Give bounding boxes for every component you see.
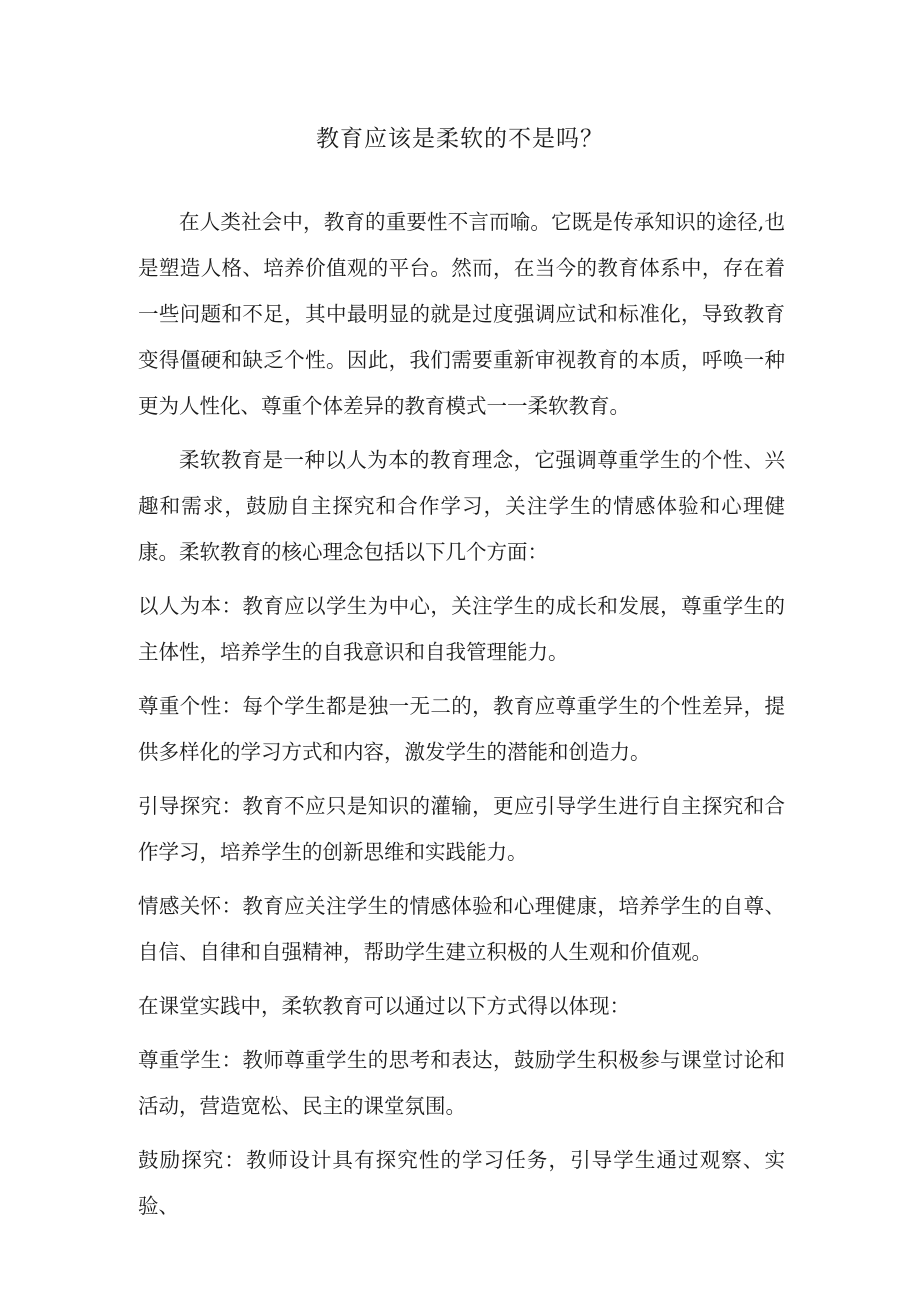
- paragraph-intro: 在人类社会中，教育的重要性不言而喻。它既是传承知识的途径,也是塑造人格、培养价值观的平台。然而，在当今的教育体系中，存在着一些问题和不足，其中最明显的就是过度强调应试和标准化，导致教育变得僵硬和缺乏个性。因此，我们需要重新审视教育的本质，呼唤一种更为人性化、尊重个体差异的教育模式一一柔软教育。: [138, 210, 785, 418]
- paragraph-encourage-inquiry: 鼓励探究：教师设计具有探究性的学习任务，引导学生通过观察、实验、: [138, 1148, 785, 1218]
- paragraph-classroom-practice: 在课堂实践中，柔软教育可以通过以下方式得以体现：: [138, 994, 630, 1018]
- paragraph-respect-students: 尊重学生：教师尊重学生的思考和表达，鼓励学生积极参与课堂讨论和活动，营造宽松、民主的课堂氛围。: [138, 1048, 785, 1118]
- document-body: [138, 199, 785, 1237]
- paragraph-definition: 柔软教育是一种以人为本的教育理念，它强调尊重学生的个性、兴趣和需求，鼓励自主探究和合作学习，关注学生的情感体验和心理健康。柔软教育的核心理念包括以下几个方面：: [138, 448, 785, 564]
- paragraph-emotional-care: 情感关怀：教育应关注学生的情感体验和心理健康，培养学生的自尊、自信、自律和自强精神，帮助学生建立积极的人生观和价值观。: [138, 894, 785, 964]
- paragraph-respect-individuality: 尊重个性：每个学生都是独一无二的，教育应尊重学生的个性差异，提供多样化的学习方式和内容，激发学生的潜能和创造力。: [138, 694, 785, 764]
- paragraph-people-oriented: 以人为本：教育应以学生为中心，关注学生的成长和发展，尊重学生的主体性，培养学生的自我意识和自我管理能力。: [138, 594, 785, 664]
- paragraph-guided-inquiry: 引导探究：教育不应只是知识的灌输，更应引导学生进行自主探究和合作学习，培养学生的创新思维和实践能力。: [138, 794, 785, 864]
- document-title: 教育应该是柔软的不是吗？: [316, 126, 604, 152]
